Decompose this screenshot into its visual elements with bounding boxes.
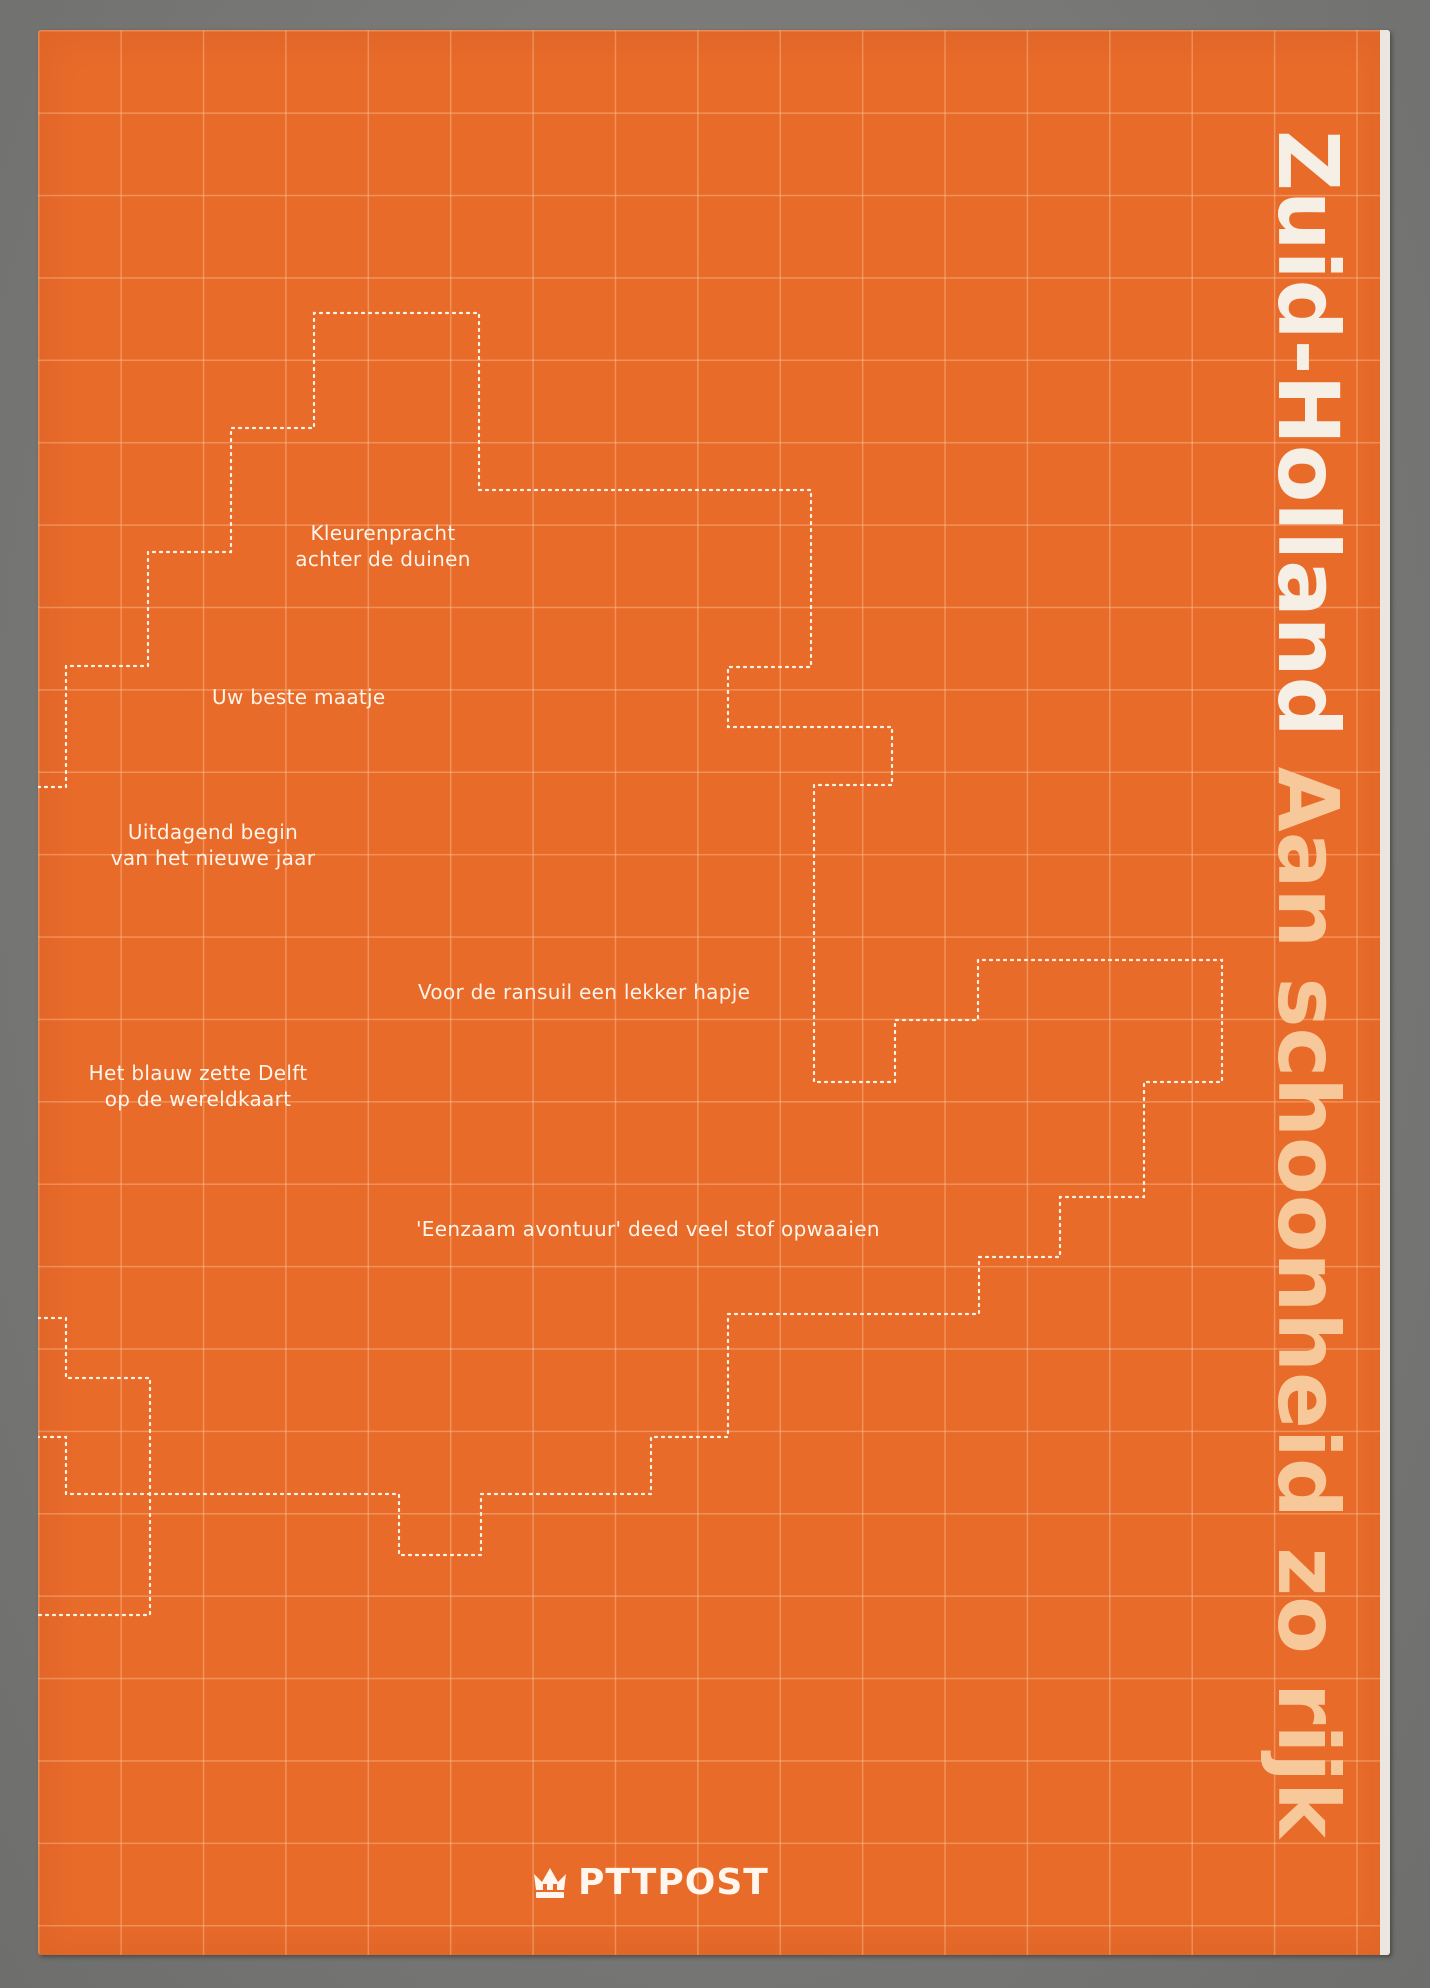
caption-blauw-delft: Het blauw zette Delft op de wereldkaart [88, 1061, 308, 1111]
caption-ransuil: Voor de ransuil een lekker hapje [418, 980, 751, 1004]
caption-beste-maatje: Uw beste maatje [212, 685, 386, 709]
caption-kleurenpracht: Kleurenpracht achter de duinen [295, 521, 471, 571]
title-sub: Aan schoonheid zo rijk [1259, 766, 1357, 1838]
caption-uitdagend-begin: Uitdagend begin van het nieuwe jaar [110, 820, 316, 870]
pttpost-logo [530, 1862, 769, 1902]
caption-eenzaam-avontuur: 'Eenzaam avontuur' deed veel stof opwaaien [416, 1217, 880, 1241]
region-outline-south [38, 1318, 150, 1615]
logo-text: PTTPOST [578, 1861, 769, 1903]
title-main: Zuid-Holland [1259, 130, 1357, 737]
brochure-cover [38, 30, 1390, 1955]
region-outline-north [38, 313, 1222, 1555]
crown-icon [530, 1862, 570, 1902]
vertical-title [1253, 130, 1363, 1838]
